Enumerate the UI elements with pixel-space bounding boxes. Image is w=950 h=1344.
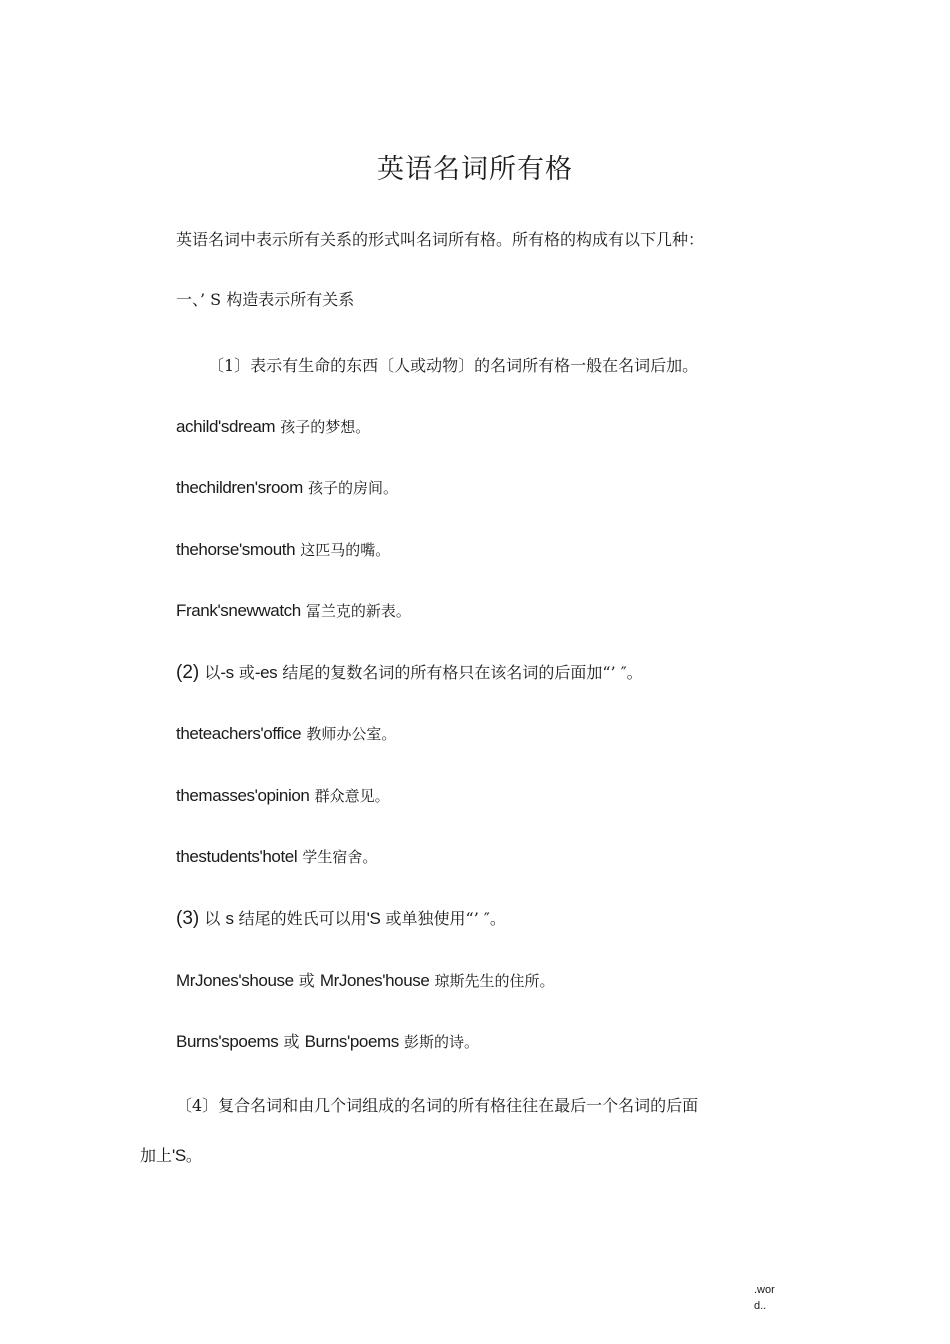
example-english: Frank'snewwatch xyxy=(176,601,301,620)
rule-1: 〔1〕表示有生命的东西〔人或动物〕的名词所有格一般在名词后加。 xyxy=(208,356,699,375)
rule-text: 结尾的复数名词的所有格只在该名词的后面加“’ ″。 xyxy=(282,663,643,682)
page-footer: .word.. xyxy=(754,1284,775,1312)
rule-2 xyxy=(176,661,643,685)
example-translation: 这匹马的嘴。 xyxy=(300,541,391,559)
example-english: Burns'poems xyxy=(304,1032,399,1051)
example-translation: 教师办公室。 xyxy=(306,725,397,743)
example-connector: 或 xyxy=(298,971,315,990)
example-english: Burns'spoems xyxy=(176,1032,279,1051)
example-connector: 或 xyxy=(283,1032,300,1051)
rule-text: 加上 xyxy=(140,1146,173,1165)
example-line xyxy=(176,784,390,808)
example-english: thehorse'smouth xyxy=(176,540,296,559)
example-english: thestudents'hotel xyxy=(176,847,298,866)
example-line xyxy=(176,538,390,562)
intro-paragraph: 英语名词中表示所有关系的形式叫名词所有格。所有格的构成有以下几种： xyxy=(176,230,705,249)
example-english: MrJones'shouse xyxy=(176,971,294,990)
example-english: achild'sdream xyxy=(176,417,276,436)
section-heading-1: 一、’ S 构造表示所有关系 xyxy=(176,290,355,309)
example-line xyxy=(176,415,370,439)
rule-text: 结尾的姓氏可以用 xyxy=(238,909,367,928)
suffix: 'S xyxy=(172,1146,186,1165)
suffix: -es xyxy=(254,663,278,682)
example-translation: 学生宿舍。 xyxy=(302,848,378,866)
example-line xyxy=(176,476,398,500)
example-translation: 冨兰克的新表。 xyxy=(305,602,411,620)
example-translation: 琼斯先生的住所。 xyxy=(434,972,555,990)
rule-text: 或单独使用“’ ″。 xyxy=(385,909,506,928)
example-english: theteachers'office xyxy=(176,724,302,743)
rule-3 xyxy=(176,907,506,931)
rule-number: (2) xyxy=(176,662,200,683)
rule-text: 以 xyxy=(204,909,221,928)
example-english: MrJones'house xyxy=(319,971,430,990)
document-title: 英语名词所有格 xyxy=(377,154,573,185)
example-english: themasses'opinion xyxy=(176,786,310,805)
rule-number: (3) xyxy=(176,908,200,929)
suffix: 'S xyxy=(366,909,381,928)
example-line xyxy=(176,1030,479,1054)
example-translation: 孩子的梦想。 xyxy=(280,418,371,436)
suffix: -s xyxy=(220,663,234,682)
example-translation: 孩子的房间。 xyxy=(307,479,398,497)
example-line xyxy=(176,845,377,869)
rule-text: 或 xyxy=(238,663,255,682)
example-english: thechildren'sroom xyxy=(176,478,303,497)
rule-4-line-1: 〔4〕复合名词和由几个词组成的名词的所有格往往在最后一个名词的后面 xyxy=(176,1096,699,1115)
example-translation: 群众意见。 xyxy=(314,787,390,805)
rule-text: 以 xyxy=(204,663,221,682)
suffix: s xyxy=(225,909,234,928)
example-translation: 彭斯的诗。 xyxy=(403,1033,479,1051)
rule-4-line-2 xyxy=(140,1144,202,1168)
example-line xyxy=(176,722,396,746)
example-line xyxy=(176,599,411,623)
rule-text: 。 xyxy=(185,1146,202,1165)
example-line xyxy=(176,969,555,993)
